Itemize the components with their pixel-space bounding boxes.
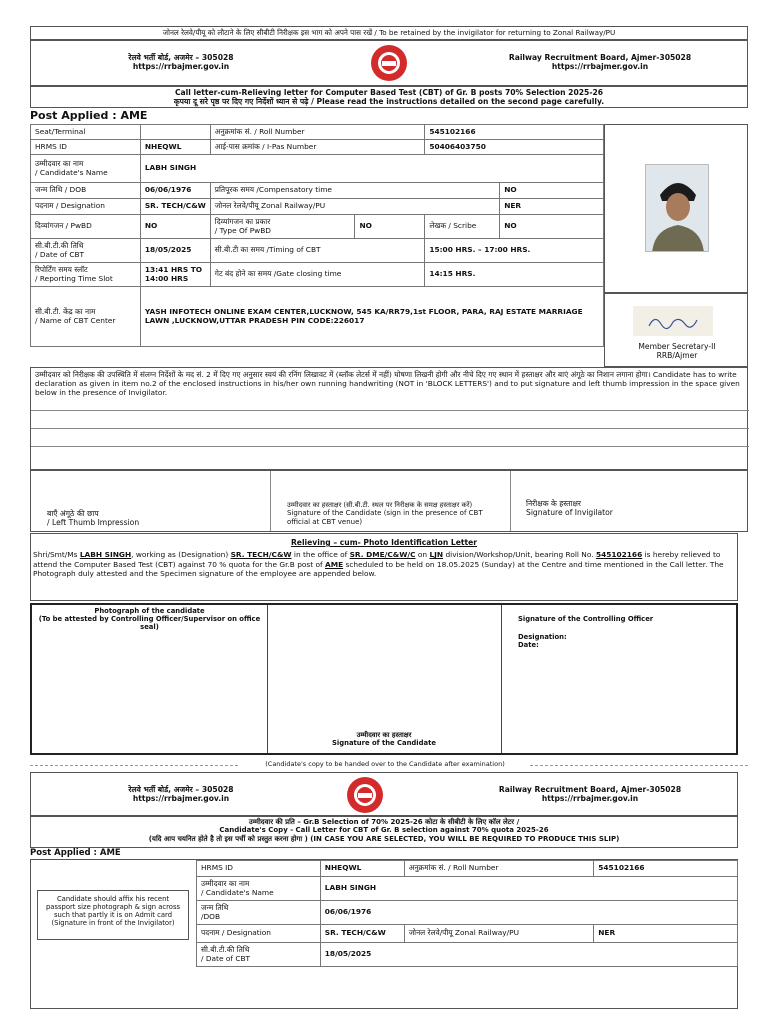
attest-candidate-signature [267,731,501,747]
rrb-name-english: Railway Recruitment Board, Ajmer-305028 [508,53,692,62]
copy-name-label-hi: उम्मीदवार का नाम [201,878,250,888]
copy-name-label [197,877,321,901]
copy-dob-label-en: /DOB [201,911,221,921]
copy-hrms-label: HRMS ID [197,861,321,877]
title-line-1: Call letter-cum-Relieving letter for Computer Based Test (CBT) of Gr. B posts 70% Selection 2025-26 [174,88,604,97]
copy-rrb-name-english: Railway Recruitment Board, Ajmer-305028 [498,785,682,794]
declaration-section [30,367,748,470]
reporting-value-1: 13:41 HRS TO [144,264,203,274]
copy-cbt-label-hi: सी.बी.टी.की तिथि [201,944,250,954]
center-label [31,287,141,347]
copy-roll-value: 545102166 [594,861,738,877]
relieving-heading [31,538,737,547]
rel-division: LJN [429,550,444,560]
attest-cand-sig-en: Signature of the Candidate [332,739,436,748]
photo-attest-label [32,607,267,631]
rel-p3: in the office of [293,550,348,560]
sig-divider-2 [510,471,511,531]
copy-railway-logo [343,775,387,819]
copy-hrms-value: NHEQWL [320,861,404,877]
secretary-panel [604,293,748,367]
copy-dob-value: 06/06/1976 [320,901,737,925]
copy-header-left [31,785,331,803]
relieving-heading-text: Relieving – cum- Photo Identification Letter [290,538,478,547]
inv-sig-en: Signature of Invigilator [526,508,613,518]
dob-value: 06/06/1976 [140,183,210,199]
copy-zonal-value: NER [594,925,738,943]
rel-office: SR. DME/C&W/C [349,550,416,560]
declaration-line-3 [31,446,749,447]
copy-cbt-value: 18/05/2025 [320,943,737,967]
pwbd-type-value: NO [355,215,425,239]
copy-rrb-website: https://rrbajmer.gov.in [132,794,230,804]
attest-cand-sig-hi: उम्मीदवार का हस्ताक्षर [356,731,412,739]
photo-attest-l1: Photograph of the candidate [94,607,205,615]
rrb-website: https://rrbajmer.gov.in [132,62,230,72]
declaration-text: उम्मीदवार को निरीक्षक की उपस्थिति में संलग्न निर्देशों के मद सं. 2 में दिए गए अनुसार स्वयं की रनिंग लिखावट में (ब्लॉक लेटर्स में नहीं) घोषणा लिखनी होगी और नीचे दिए गए स्थान में हस्ताक्षर और बाएं अंगूठे का निशान लगाना होगा। Candidate has to write declaration as given in item no.2 of the enclosed instructions in his/her own running handwriting (NOT in 'BLOCK LETTERS') and to put signature and left thumb impression in the space given below in the presence of Invigilator. [35,370,740,397]
pwbd-type-label-en: / Type Of PwBD [214,225,271,235]
rel-p2: , working as (Designation) [131,550,229,560]
dob-label: जन्म तिथि / DOB [31,183,141,199]
header [30,40,748,86]
rel-p4: on [417,550,428,560]
photo-attest-l2: (To be attested by Controlling Officer/Supervisor on office seal) [38,615,261,632]
copy-cbt-label-en: / Date of CBT [201,953,251,963]
header-left [31,53,331,71]
rel-name: LABH SINGH [79,550,132,560]
secretary-title: Member Secretary-II [638,342,716,351]
reporting-value [140,263,210,287]
top-note: जोनल रेलवे/पीयू को लौटाने के लिए सीबीटी निरीक्षक इस भाग को अपने पास रखें / To be retained by the invigilator for returning to Zonal Railway/PU [30,26,748,40]
cbt-date-label-en: / Date of CBT [35,249,85,259]
controlling-officer-block [518,615,653,649]
details-table [30,124,604,347]
cbt-time-label: सी.बी.टी का समय /Timing of CBT [210,239,425,263]
cand-sig-en: Signature of the Candidate (sign in the presence of CBT official at CBT venue) [287,509,483,526]
scribe-label: लेखक / Scribe [425,215,500,239]
center-value: YASH INFOTECH ONLINE EXAM CENTER,LUCKNOW, 545 KA/RR79,1st FLOOR, PARA, RAJ ESTATE MARRIAGE LAWN ,LUCKNOW,UTTAR PRADESH PIN CODE:226017 [140,287,603,347]
zonal-label: जोनल रेलवे/पीयू Zonal Railway/PU [210,199,499,215]
reporting-label-hi: रिपोर्टिंग समय स्लॉट [35,264,88,274]
cbt-date-label [31,239,141,263]
rel-designation: SR. TECH/C&W [230,550,292,560]
cut-line-label: (Candidate's copy to be handed over to the Candidate after examination) [240,760,530,768]
cbt-date-label-hi: सी.बी.टी.की तिथि [35,240,84,250]
co-designation: Designation: [518,633,567,642]
pwbd-type-label-hi: दिव्यांगजन का प्रकार [214,216,271,226]
copy-name-value: LABH SINGH [320,877,737,901]
compensatory-value: NO [500,183,604,199]
copy-zonal-label: जोनल रेलवे/पीयू Zonal Railway/PU [404,925,594,943]
gate-label: गेट बंद होने का समय /Gate closing time [210,263,425,287]
ipas-value: 50406403750 [425,140,604,155]
hrms-label: HRMS ID [31,140,141,155]
photo-panel [604,124,748,293]
railway-logo [367,43,411,87]
attest-divider-2 [501,605,502,753]
call-letter-title [30,86,748,108]
reporting-label-en: / Reporting Time Slot [35,273,113,283]
pwbd-value: NO [140,215,210,239]
ipas-label: आई-पास क्रमांक / I-Pas Number [210,140,425,155]
relieving-paragraph [31,547,737,582]
scribe-value: NO [500,215,604,239]
rel-p5: division/Workshop/Unit, bearing Roll No. [445,550,594,560]
thumb-label-hi: बाएँ अंगूठे की छाप [47,509,99,518]
copy-title [30,816,738,848]
signature-scribble-icon [633,306,713,336]
person-photo-icon [646,165,709,252]
sig-divider-1 [270,471,271,531]
name-label-en: / Candidate's Name [35,167,108,177]
name-label [31,155,141,183]
candidate-photo [645,164,709,252]
cbt-date-value: 18/05/2025 [140,239,210,263]
copy-designation-value: SR. TECH/C&W [320,925,404,943]
copy-dob-label [197,901,321,925]
pwbd-label: दिव्यांगजन / PwBD [31,215,141,239]
signature-row [30,470,748,532]
copy-rrb-name-hindi: रेलवे भर्ती बोर्ड, अजमेर – 305028 [128,785,234,794]
copy-dob-label-hi: जन्म तिथि [201,902,229,912]
rel-post: AME [325,559,344,569]
copy-details-table [196,860,738,967]
name-value: LABH SINGH [140,155,603,183]
invigilator-signature-label [526,499,613,517]
rel-p6: is hereby relieved to attend the Computer Based Test (CBT) against 70 % quota for the Gr.B post of [33,550,721,569]
designation-value: SR. TECH/C&W [140,199,210,215]
co-title: Signature of the Controlling Officer [518,615,654,623]
copy-header-right [441,785,739,803]
thumb-label-en: / Left Thumb Impression [47,518,140,528]
affix-photo-note: Candidate should affix his recent passport size photograph & sign across such that partly it is on Admit card (Signature in front of the Invigilator) [37,890,189,940]
seat-label: Seat/Terminal [31,125,141,140]
pwbd-type-label [210,215,355,239]
name-label-hi: उम्मीदवार का नाम [35,158,84,168]
compensatory-label: प्रतिपूरक समय /Compensatory time [210,183,499,199]
center-label-en: / Name of CBT Center [35,315,116,325]
copy-title-1: उम्मीदवार की प्रति – Gr.B Selection of 70% 2025-26 कोटा के सीबीटी के लिए कॉल लेटर / [248,818,520,826]
reporting-value-2: 14:00 HRS [144,273,189,283]
thumb-impression [47,509,139,527]
hrms-value: NHEQWL [140,140,210,155]
gate-value: 14:15 HRS. [425,263,604,287]
rrb-name-hindi: रेलवे भर्ती बोर्ड, अजमेर – 305028 [128,53,234,62]
copy-title-2: Candidate's Copy - Call Letter for CBT of Gr. B selection against 70% quota 2025-26 [219,826,549,835]
declaration-line-2 [31,428,749,429]
relieving-section [30,533,738,601]
declaration-line-1 [31,410,749,411]
cbt-time-value: 15:00 HRS. – 17:00 HRS. [425,239,604,263]
secretary-office: RRB/Ajmer [656,351,698,361]
zonal-value: NER [500,199,604,215]
attestation-box [30,603,738,755]
reporting-label [31,263,141,287]
copy-cbt-label [197,943,321,967]
header-right [451,53,749,71]
copy-title-3: (यदि आप चयनित होते है तो इस पर्ची को प्रस्तुत करना होगा ) (IN CASE YOU ARE SELECTED, YOU WILL BE REQUIRED TO PRODUCE THIS SLIP) [148,834,620,843]
copy-name-label-en: / Candidate's Name [201,887,274,897]
roll-label: अनुक्रमांक सं. / Roll Number [210,125,425,140]
secretary-signature [633,306,713,336]
cand-sig-hi: उम्मीदवार का हस्ताक्षर (सी.बी.टी. स्थल पर निरीक्षक के समक्ष हस्ताक्षर करें) [287,501,473,509]
copy-header [30,772,738,816]
title-line-2: कृपया दू सरे पृष्ठ पर दिए गए निर्देशों ध्यान से पढ़े / Please read the instructions detailed on the second page carefully. [173,97,605,107]
roll-value: 545102166 [425,125,604,140]
rrb-website-right: https://rrbajmer.gov.in [551,62,649,72]
copy-roll-label: अनुक्रमांक सं. / Roll Number [404,861,594,877]
designation-label: पदनाम / Designation [31,199,141,215]
copy-designation-label: पदनाम / Designation [197,925,321,943]
inv-sig-hi: निरीक्षक के हस्ताक्षर [526,499,582,508]
post-applied: Post Applied : AME [30,109,148,122]
copy-rrb-website-right: https://rrbajmer.gov.in [541,794,639,804]
co-date: Date: [518,641,539,650]
rel-roll: 545102166 [595,550,643,560]
center-label-hi: सी.बी.टी. केंद्र का नाम [35,306,96,316]
seat-value [140,125,210,140]
copy-post-applied: Post Applied : AME [30,848,121,858]
rel-p1: Shri/Smt/Ms [33,550,78,560]
candidate-signature-label [287,501,497,526]
rel-p7: scheduled to be held on 18.05.2025 (Sunday) at the Centre and time mentioned in the Call letter. The Photograph duly attested and the Specimen signature of the employee are appended below. [33,559,724,579]
